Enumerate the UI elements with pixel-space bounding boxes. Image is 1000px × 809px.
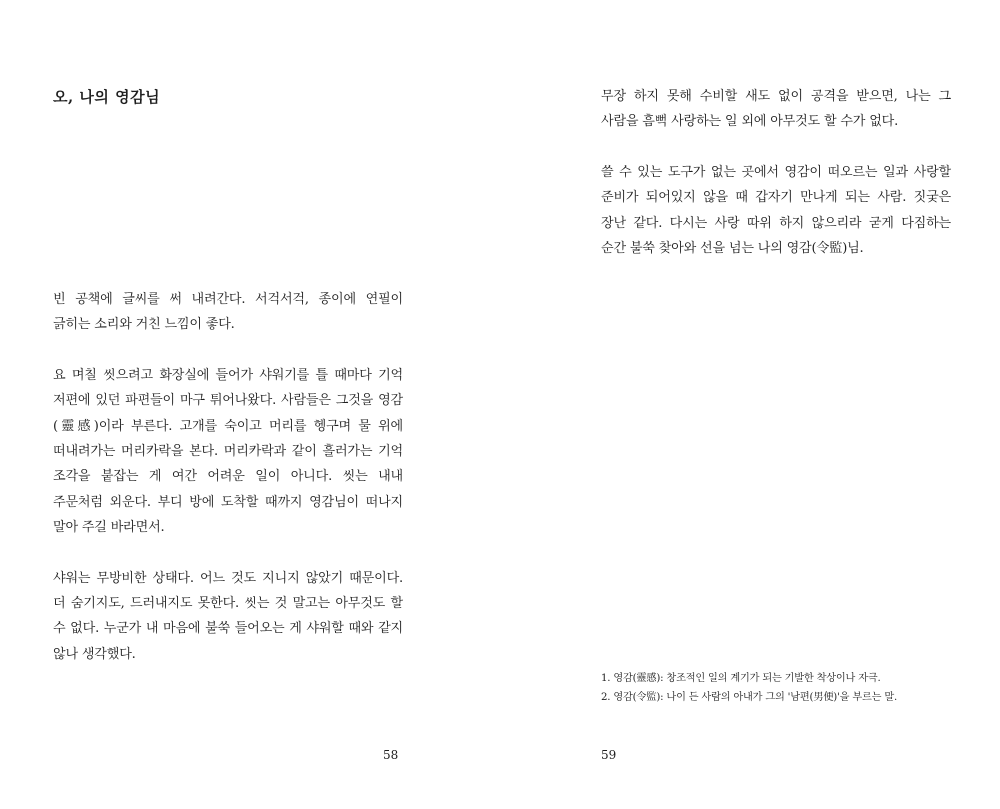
footnote: 2. 영감(令監): 나이 든 사람의 아내가 그의 '남편(男便)'을 부르는 말. [601,692,898,703]
paragraph: 요 며칠 씻으려고 화장실에 들어가 샤워기를 틀 때마다 기억 저편에 있던 파편들이 마구 튀어나왔다. 사람들은 그것을 영감(靈感)이라 부른다. 고개를 숙이고 머리를 헹구며 물 위에 떠내려가는 머리카락을 본다. 머리카락과 같이 흘러가는 기억 조각을 붙잡는 게 여간 어려운 일이 아니다. 씻는 내내 주문처럼 외운다. 부디 방에 도착할 때까지 영감님이 떠나지 말아 주길 바라면서. [53,367,403,536]
right-body-text [601,84,951,261]
paragraph: 무장 하지 못해 수비할 새도 없이 공격을 받으면, 나는 그 사람을 흠뻑 사랑하는 일 외에 아무것도 할 수가 없다. [601,89,951,130]
page-number: 58 [383,748,399,762]
paragraph: 빈 공책에 글씨를 써 내려간다. 서걱서걱, 종이에 연필이 긁히는 소리와 거친 느낌이 좋다. [53,292,403,333]
right-page [500,0,1000,809]
footnote: 1. 영감(靈感): 창조적인 일의 계기가 되는 기발한 착상이나 자극. [601,673,881,684]
paragraph: 샤워는 무방비한 상태다. 어느 것도 지니지 않았기 때문이다. 더 숨기지도, 드러내지도 못한다. 씻는 것 말고는 아무것도 할 수 없다. 누군가 내 마음에 불쑥 들어오는 게 샤워할 때와 같지 않나 생각했다. [53,570,403,662]
left-body-text [53,287,403,667]
footnotes [601,669,971,707]
page-number: 59 [601,748,617,762]
paragraph: 쓸 수 있는 도구가 없는 곳에서 영감이 떠오르는 일과 사랑할 준비가 되어있지 않을 때 갑자기 만나게 되는 사람. 짓궂은 장난 같다. 다시는 사랑 따위 하지 않으리라 굳게 다짐하는 순간 불쑥 찾아와 선을 넘는 나의 영감(令監)님. [601,164,951,257]
chapter-title: 오, 나의 영감님 [53,88,161,106]
